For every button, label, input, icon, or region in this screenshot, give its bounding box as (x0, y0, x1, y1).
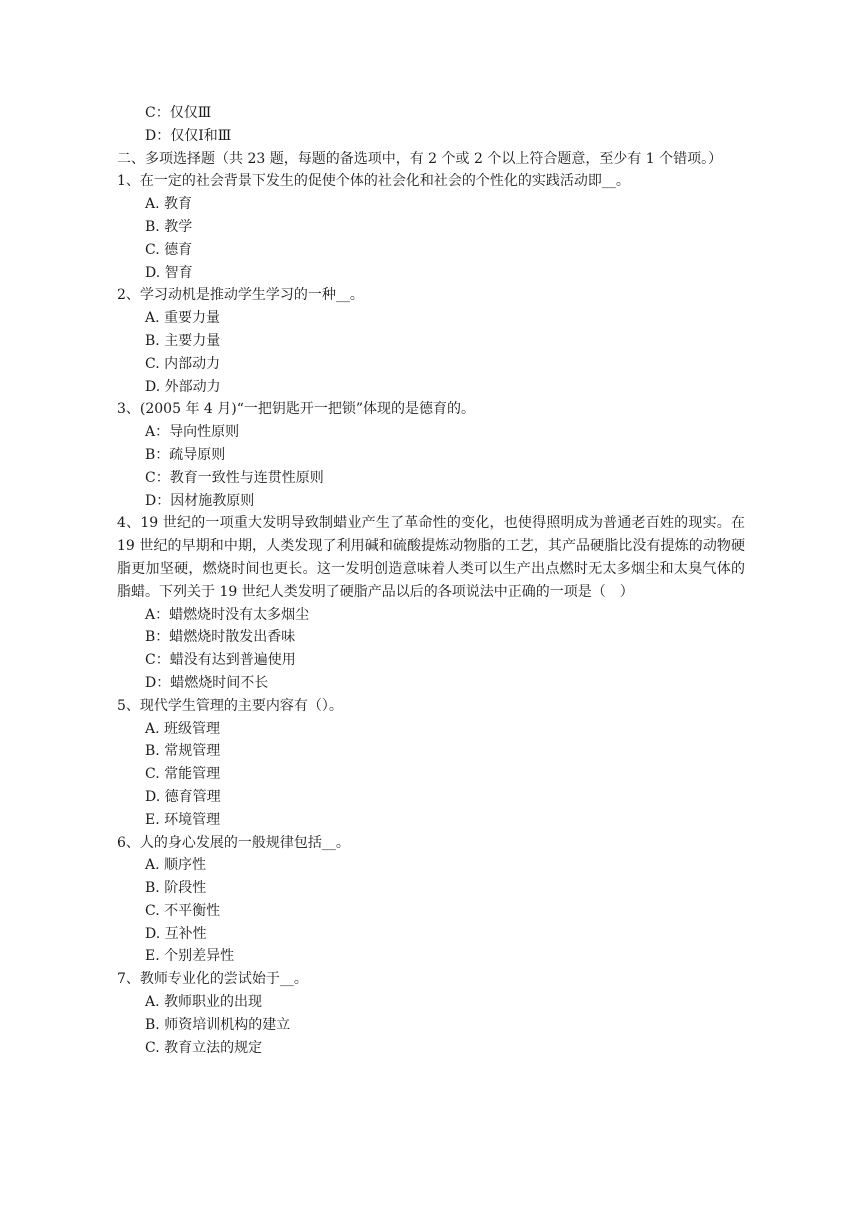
option-line: C. 教育立法的规定 (145, 1039, 263, 1056)
option-line: C. 常能管理 (145, 766, 221, 783)
option-line: D. 互补性 (145, 925, 207, 942)
section-heading: 二、多项选择题（共 23 题，每题的备选项中，有 2 个或 2 个以上符合题意，至少有 1 个错项。） (117, 150, 723, 167)
option-line: B. 主要力量 (145, 332, 221, 349)
option-line: E. 环境管理 (145, 811, 221, 828)
option-line: C：教育一致性与连贯性原则 (145, 469, 324, 486)
option-line: A：导向性原则 (145, 424, 240, 441)
question-stem: 7、教师专业化的尝试始于__。 (117, 971, 308, 988)
option-line: D：仅仅Ⅰ和Ⅲ (145, 127, 232, 144)
question-stem: 4、19 世纪的一项重大发明导致制蜡业产生了革命性的变化，也使得照明成为普通老百姓的现实。在 19 世纪的早期和中期，人类发现了利用碱和硫酸提炼动物脂的工艺，其产品硬脂比没有提炼的动物硬脂更加坚硬，燃烧时间也更长。这一发明创造意味着人类可以生产出点燃时无太多烟尘和太臭气体的脂蜡。下列关于 19 世纪人类发明了硬脂产品以后的各项说法中正确的一项是（ ） (117, 515, 745, 600)
option-line: C. 德育 (145, 241, 193, 258)
option-line: A. 班级管理 (145, 720, 221, 737)
question-stem: 1、在一定的社会背景下发生的促使个体的社会化和社会的个性化的实践活动即__。 (117, 173, 630, 190)
option-line: B. 教学 (145, 218, 193, 235)
document-page (117, 102, 745, 1059)
question-stem: 5、现代学生管理的主要内容有（）。 (117, 697, 343, 714)
option-line: D. 智育 (145, 264, 193, 281)
option-line: C：仅仅Ⅲ (145, 105, 212, 121)
option-line: A：蜡燃烧时没有太多烟尘 (145, 606, 310, 623)
option-line: B. 师资培训机构的建立 (145, 1016, 291, 1033)
option-line: A. 重要力量 (145, 310, 221, 327)
option-line: D：蜡燃烧时间不长 (145, 674, 269, 691)
option-line: B. 常规管理 (145, 743, 221, 760)
option-line: B：疏导原则 (145, 446, 226, 463)
option-line: A. 顺序性 (145, 857, 207, 874)
question-stem: 3、(2005 年 4 月)“一把钥匙开一把锁”体现的是德育的。 (117, 401, 476, 418)
option-line: D. 德育管理 (145, 788, 221, 805)
option-line: C. 不平衡性 (145, 902, 221, 919)
option-line: E. 个别差异性 (145, 948, 235, 965)
option-line: D. 外部动力 (145, 378, 221, 395)
option-line: D：因材施教原则 (145, 492, 255, 509)
option-line: A. 教师职业的出现 (145, 994, 263, 1011)
option-line: B：蜡燃烧时散发出香味 (145, 629, 296, 646)
option-line: B. 阶段性 (145, 880, 207, 897)
question-stem: 6、人的身心发展的一般规律包括__。 (117, 834, 350, 851)
option-line: C：蜡没有达到普遍使用 (145, 652, 296, 669)
question-stem: 2、学习动机是推动学生学习的一种__。 (117, 287, 364, 304)
option-line: C. 内部动力 (145, 355, 221, 372)
option-line: A. 教育 (145, 196, 193, 213)
